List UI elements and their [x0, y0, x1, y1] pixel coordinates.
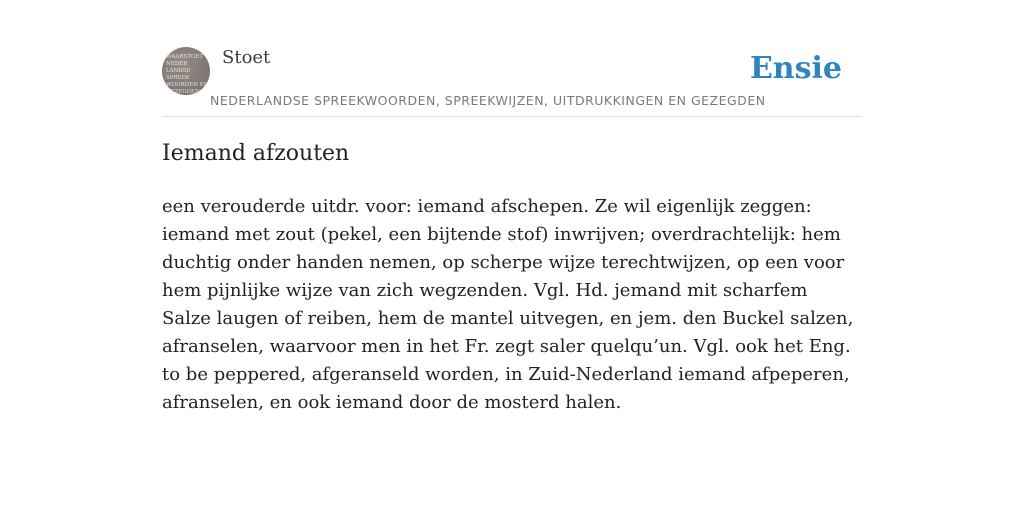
brand-logo[interactable]: Ensie — [749, 51, 842, 86]
source-subtitle[interactable]: NEDERLANDSE SPREEKWOORDEN, SPREEKWIJZEN, UITDRUKKINGEN EN GEZEGDEN — [210, 93, 766, 108]
avatar-cover-text: WAARSTOET NEDER LANDSE SPREEK WOORDEN EN GEZEGDEN — [166, 54, 209, 95]
entry-body: een verouderde uitdr. voor: iemand afschepen. Ze wil eigenlijk zeggen: iemand met zout (pekel, een bijtende stof) inwrijven; overdrachtelijk: hem duchtig onder handen nemen, op scherpe wijze terechtwijzen, op een voor hem pijnlijke wijze van zich wegzenden. Vgl. Hd. jemand mit scharfem Salze laugen of reiben, hem de mantel uitvegen, en jem. den Buckel salzen, afranselen, waarvoor men in het Fr. zegt saler quelqu’un. Vgl. ook het Eng. to be peppered, afgeranseld worden, in Zuid-Nederland iemand afpeperen, afranselen, en ook iemand door de mosterd halen. — [162, 196, 854, 413]
source-avatar[interactable] — [162, 47, 210, 95]
entry-title: Iemand afzouten — [162, 141, 350, 166]
author-name[interactable]: Stoet — [222, 47, 271, 68]
header — [162, 46, 862, 117]
